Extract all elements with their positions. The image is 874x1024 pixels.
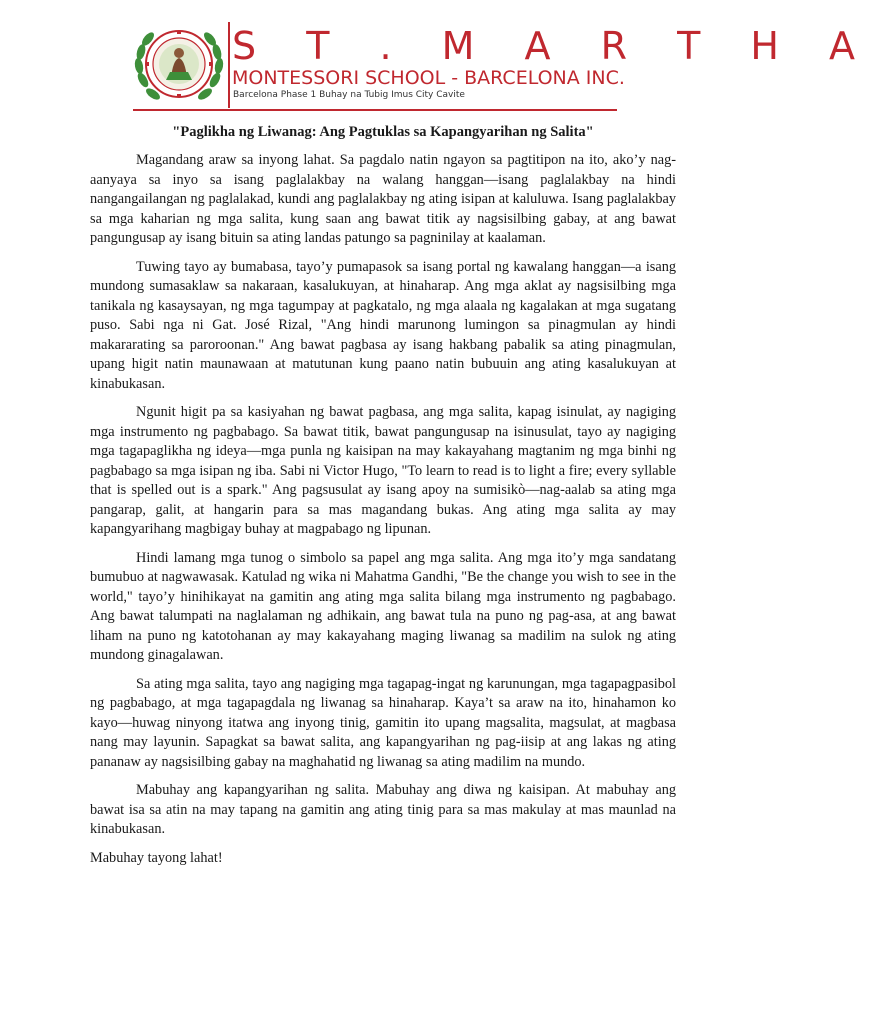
letterhead [133,18,874,112]
letterhead-divider-vertical [228,22,230,108]
document-body [90,151,676,877]
paragraph: Hindi lamang mga tunog o simbolo sa papel ang mga salita. Ang mga ito’y mga sandatang bumubuo at nagwawasak. Katulad ng wika ni Mahatma Gandhi, "Be the change you wish to see in the world," tayo’y hinihikayat na gamitin ang ating mga salita bilang mga instrumento ng pagbabago. Ang bawat talumpati na naglalaman ng adhikain, ang bawat tula na puno ng pag-asa, at ang bawat liham na puno ng katotohanan ay may kakayahang maging liwanag sa madilim na sulok ng ating mundong ginagalawan. [90,549,676,663]
paragraph: Magandang araw sa inyong lahat. Sa pagdalo natin ngayon sa pagtitipon na ito, ako’y nag-aanyaya sa inyo sa isang paglalakbay na walang hanggan—isang paglalakbay na hindi nangangailangan ng paglalakad, kundi ang paglalakbay ng ating isipan at kaluluwa. Isang paglalakbay sa mga kaharian ng mga salita, kung saan ang bawat titik ay nagsisilbing gabay, at ang bawat pangungusap ay isang bituin sa ating landas patungo sa pagninilay at kaalaman. [90,152,676,246]
paragraph: Mabuhay ang kapangyarihan ng salita. Mabuhay ang diwa ng kaisipan. At mabuhay ang bawat isa sa atin na may tapang na gamitin ang ating tinig para sa mas makulay at mas maunlad na kinabukasan. [90,782,676,837]
letterhead-divider-horizontal [133,109,617,111]
school-name: S T . M A R T H A [232,24,874,68]
school-subtitle: MONTESSORI SCHOOL - BARCELONA INC. [232,67,625,89]
paragraph: Sa ating mga salita, tayo ang nagiging mga tagapag-ingat ng karunungan, mga tagapagpasibol ng pagbabago, at mga tagapagdala ng liwanag sa hinaharap. Kaya’t sa araw na ito, hinahamon ko kayo—huwag ninyong itatwa ang inyong tinig, gamitin ito upang magsalita, magsulat, at magbasa nang may layunin. Sapagkat sa bawat salita, ang kapangyarihan ng pag-iisip at ang lakas ng ating pananaw ay nagsisilbing gabay na maghahatid ng liwanag sa ating madilim na mundo. [90,675,676,770]
paragraph: Ngunit higit pa sa kasiyahan ng bawat pagbasa, ang mga salita, kapag isinulat, ay nagiging mga instrumento ng pagbabago. Sa bawat titik, bawat pangungusap na isinusulat, tayo ay nagiging mga tagapaglikha ng ideya—mga punla ng kaisipan na may kakayahang magtanim ng mga binhi ng pagbabago sa mga isipan ng iba. Sabi ni Victor Hugo, "To learn to read is to light a fire; every syllable that is spelled out is a spark." Ang pagsusulat ay isang apoy na sumisikò—nag-aalab sa ating mga pangarap, galit, at hangarin para sa mas magandang bukas. Ang ating mga salita ay may kapangyarihang magbigay buhay at magpabago ng lipunan. [90,404,676,537]
closing-line: Mabuhay tayong lahat! [90,849,223,866]
document-title: "Paglikha ng Liwanag: Ang Pagtuklas sa Kapangyarihan ng Salita" [172,124,594,140]
school-address: Barcelona Phase 1 Buhay na Tubig Imus City Cavite [233,90,465,100]
school-seal-icon [133,20,225,108]
paragraph: Tuwing tayo ay bumabasa, tayo’y pumapasok sa isang portal ng kawalang hanggan—a isang mundong sumasaklaw sa nakaraan, kasalukuyan, at hinaharap. Ang mga aklat ay nagsisilbing mga tanikala ng kasaysayan, ng mga tagumpay at pagkatalo, ng mga alaala ng kagalakan at mga sugatang puso. Sabi nga ni Gat. José Rizal, "Ang hindi marunong lumingon sa pinagmulan ay hindi makararating sa paroroonan." Ang bawat pagbasa ay isang hakbang pabalik sa ating pinagmulan, upang higit natin maunawaan at matutunan kung paano natin bubuuin ang ating kasalukuyan at kinabukasan. [90,258,676,392]
